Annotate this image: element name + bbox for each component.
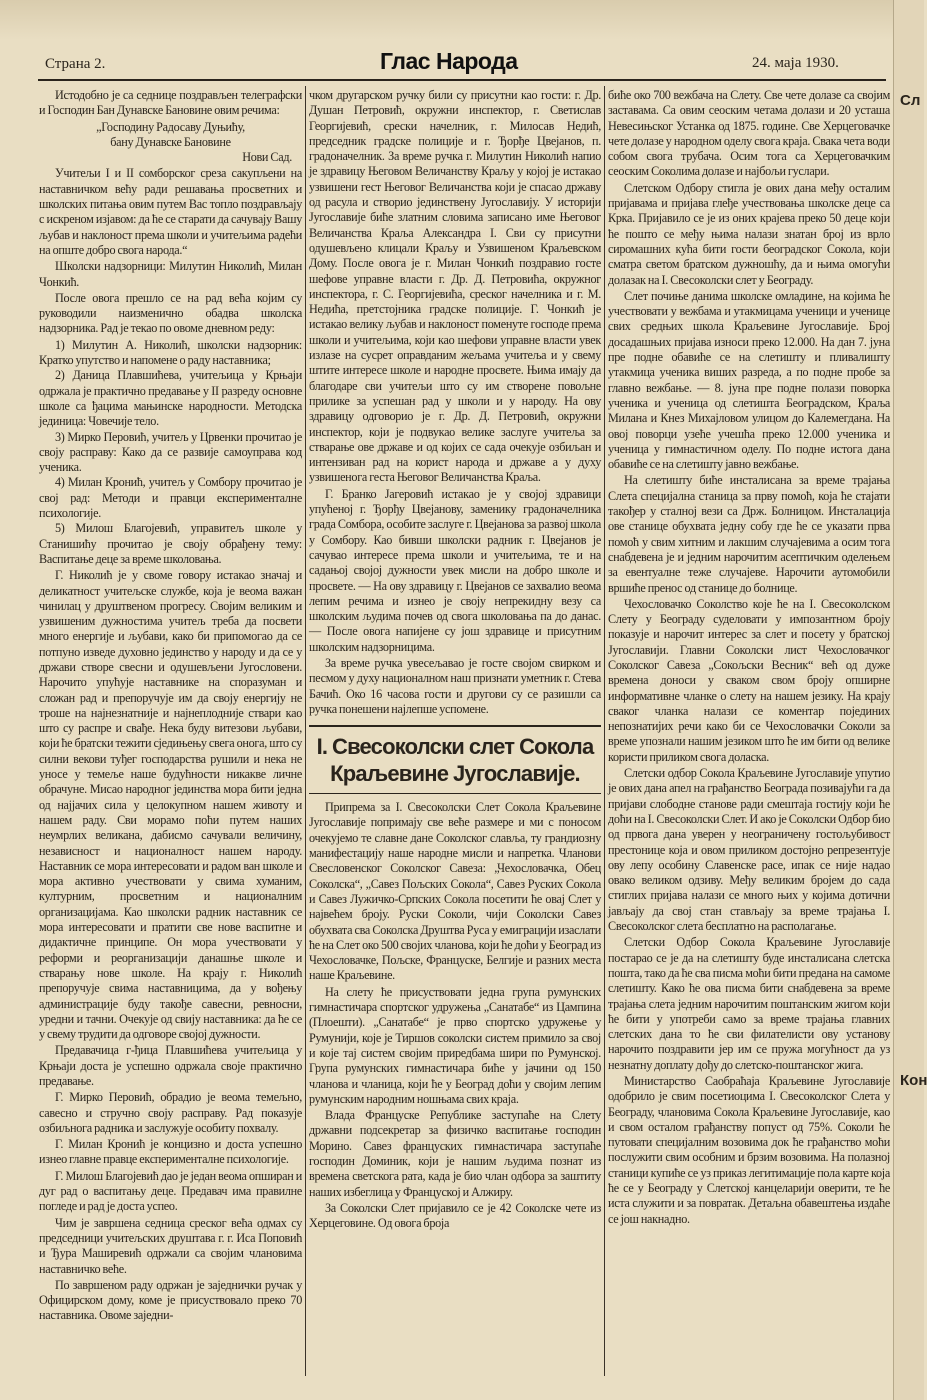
agenda-item: 3) Мирко Перовић, учитељ у Црвенки прочитао је своју расправу: Како да се развије самоуправа код ученика.	[39, 429, 302, 475]
issue-date: 24. маја 1930.	[752, 55, 839, 71]
paragraph: чком другарском ручку били су присутни као гости: г. Др. Душан Петровић, окружни инспектор, г. Светислав Георгијевић, срески начелник, г. Милосав Недић, председник градске полиције и г. Ђорђе Цвејанов, п. градоначелник. За време ручка г. Милутин Николић напио је здравицу Његовом Величанству Краљу у којој је истакао узвишени гест Његовог Величанства који је спасао државу од расула и створио јединствену Југославију. У историји Југославије биће златним словима записано име Његовог Величанства Краља Александра I. Сви су присутни одушевљено клицали Краљу и Узвишеном Краљевском Дому. После овога је г. Милан Чонкић поздравио госте шефове управне власти г. Др. Д. Петровића, окружног инспектора, г. С. Георгијевића, среског начелника и г. М. Недића, претстојника градске полиције. Г. Чонкић је истакао велику љубав и наклоност поменуте господе према школи и учитељима, који као шефови управне власти увек излазе на сусрет оправданим жељама учитеља и у свему штите интересе школе и народне просвете. Њима имају да благодаре сви учитељи што су им створене повољне прилике за успешан рад у школи и у народу. На ову здравицу одговорио је г. Др. Д. Петровић, окружни инспектор, који је подвукао велике заслуге учитеља за стварање ове државе и од којих се сада очекује озбиљан и интензиван рад на корист народа и државе а у духу узвишенога геста Његовог Величанства Краља.	[309, 88, 601, 485]
agenda-item: 4) Милан Кронић, учитељ у Сомбору прочитао је свој рад: Методи и правци експерименталне психологије.	[39, 475, 302, 521]
paragraph: Министарство Саобраћаја Краљевине Југославије одобрило је свим посетиоцима I. Свесоколског Слета у Београду, члановима Сокола Краљевине Југославије, као и свом осталом грађанству попуст од 75%. Соколи ће путовати специјалним возовима док ће грађанство моћи послужити свим особним и брзим возовима. На полазној станици купиће се уз приказ легитимације пола карте која ће се у Београду у Слетској канцеларији оверити, те ће иста служити и за повратак. Детаљна обавештења издаће се још накнадно.	[608, 1074, 890, 1226]
paragraph: Чим је завршена седница среског већа одмах су председници учитељских друштава г. г. Иса Поповић и Ђура Маширевић одржали са својим члановима наставничко веће.	[39, 1215, 302, 1276]
telegram-address: „Господину Радосаву Дуњићу,	[96, 119, 245, 134]
paragraph: Слетском Одбору стигла је ових дана међу осталим пријавама и пријава глеђе учествовања школске деце са Крка. Пријавило се је из оних крајева преко 50 деце који ће пошто се међу њима налази знатан број из врло сиромашних кућа бити гости београдског Сокола, који сматра светом братском дужношћу, да и њима омогући долазак на I. Свесоколски слет у Београду.	[608, 180, 890, 287]
header-rule	[38, 79, 886, 81]
paragraph: Влада Француске Републике заступаће на Слету државни подсекретар за физичко васпитање господин Морино. Савез француских гимнастичара заступаће господин Доминик, који је нашим људима познат из времена светскога рата, када је био члан одбора за заштиту наших избеглица у Француској и Алжиру.	[309, 1108, 601, 1199]
paragraph: Припрема за I. Свесоколски Слет Сокола Краљевине Југославије попримају све веће размере и ми с поносом очекујемо те славне дане Соколског славља, ту грандиозну манифестацију наше народне мисли и напретка. Чланови Свесловенског Соколског Савеза: „Чехословачка, Обец Соколска“, „Савез Пољских Сокола“, Савез Руских Сокола и Савез Лужичко-Српских Сокола посетити ће овај Слет у највећем броју. Руски Соколи, чији Соколски Савез обухвата сва Соколска Друштва Руса у емиграцији изаслати ће на Слет око 500 својих чланова, који ће доћи у Београд из Чехословачке, Пољске, Француске, Белгије и разних места наше Краљевине.	[309, 800, 601, 983]
paragraph: По завршеном раду одржан је заједнички ручак у Официрском дому, коме је присуствовало преко 70 наставника. Овоме заједни-	[39, 1277, 302, 1323]
paragraph: На слетишту биће инсталисана за време трајања Слета специјална станица за прву помоћ, која ће стајати такођер у сталној вези са Држ. Болницом. Инсталација ове станице обухвата једну собу где ће се указати прва помоћ у свим хитним и лакшим случајевима а осим тога снабдевена је и једним нарочитим асептичким оделењем за евентуалне теже случајеве. Нарочити аутомобили вршиће пренос од станице до болнице.	[608, 473, 890, 595]
paragraph: Предавачица г-ђица Плавшићева учитељица у Крњаји доста је успешно одржала своје практично предавање.	[39, 1043, 302, 1088]
agenda-item: 1) Милутин А. Николић, школски надзорник: Кратко упутство и напомене о раду наставника;	[39, 337, 302, 368]
paragraph: После овога прешло се на рад већа којим су руководили наизменично обадва школска надзорника. Рад је текао по овоме дневном реду:	[39, 290, 302, 336]
paragraph: Слет почиње данима школске омладине, на којима ће учествовати у вежбама и утакмицама ученици и ученице свих средњих школа Краљевине Југославије. Број досадашњих пријава износи преко 12.000. На дан 7. јуна пре подне обавиће се на слетишту и пливалишту утакмица ученика виших разреда, а по подне пробе за главно вежбање. — 8. јуна пре подне полази поворка ученика и ученица од слетишта Београдском, Краља Милана и Кнез Михајловом улицом до Калемегдана. На овој поворци узеће учешћа преко 12.000 ученика и ученица у гимнастичном оделу. По подне истога дана обавиће се на слетишту јавно вежбање.	[608, 288, 890, 472]
agenda-item: 5) Милош Благојевић, управитељ школе у Станишићу прочитао је своју обрађену тему: Васпитање деце за време школовања.	[39, 521, 302, 566]
telegram-address: Нови Сад.	[242, 150, 292, 165]
paragraph: Школски надзорници: Милутин Николић, Милан Чонкић.	[39, 259, 302, 289]
masthead: Глас Народа	[380, 48, 518, 74]
column-divider	[305, 86, 306, 1376]
column-divider	[604, 86, 605, 1376]
adjacent-page-edge	[893, 0, 927, 1400]
page-number: Страна 2.	[45, 56, 106, 72]
paragraph: Чехословачко Соколство које ће на I. Свесоколском Слету у Београду суделовати у импозантном броју показује и нарочит интерес за слет и посету у братској Југославији. Главни Соколски лист Чехословачког Соколског Савеза „Сокољски Весник“ већ од дуже времена доноси у сваком свом броју опширне информативне чланке о слету на нашем језику. На крају сваког чланка налази се коментар појединих непознатијих речи како би се Чехословачки Соколи за време упознали нашим језиком што ће им бити од велике користи приликом свога доласка.	[608, 596, 890, 764]
adjacent-headline-fragment: Кон	[900, 1072, 927, 1089]
column-3	[608, 88, 890, 1227]
adjacent-headline-fragment: Сл	[900, 92, 921, 109]
column-2	[309, 88, 601, 1231]
paragraph: За време ручка увесељавао је госте својом свирком и песмом у духу националном наш признати уметник г. Стева Бачић. Око 16 часова гости и другови су се разишли са ручка понешени најлепше успомене.	[309, 655, 601, 716]
page-top-shadow	[0, 0, 923, 40]
paragraph: Г. Мирко Перовић, обрадио је веома темељно, савесно и стручно своју расправу. Рад показује озбиљнога радника и заслужује особиту похвалу.	[39, 1090, 302, 1135]
paragraph: Г. Милан Кронић је концизно и доста успешно изнео главне правце експерименталне психологије.	[39, 1137, 302, 1167]
article-headline: I. Свесоколски слет Сокола Краљевине Југославије.	[309, 725, 601, 794]
paragraph: За Соколски Слет пријавило се је 42 Соколске чете из Херцеговине. Од овога броја	[309, 1200, 601, 1231]
agenda-item: 2) Даница Плавшићева, учитељица у Крњаји одржала је практично предавање у II разреду основне школе са ђацима мањинске народности. Методска јединица: Човечије тело.	[39, 368, 302, 429]
paragraph: На слету ће присуствовати једна група румунских гимнастичара спортског удружења „Санатабе“ из Цампина (Плоешти). „Санатабе“ је прво спортско удружење у Румунији, које је Тиршов соколски систем примило за свој и које тај систем својим приредбама шири по Румунској. Група румунских гимнастичара биће у јачини од 150 чланова и чланица, који ће у Београд доћи у својим лепим румунским народним ношњама свих краја.	[309, 984, 601, 1106]
paragraph: Слетски одбор Сокола Краљевине Југославије упутио је ових дана апел на грађанство Београда позивајући га да пријави слободне станове ради смештаја гостију који ће доћи на I. Свесоколски Слет. И ако је Соколски Одбор био од првога дана уверен у неограничену гостољубивост престонице која и овом приликом достојно репрезентује ову лепу особину Славенске расе, ипак се није надао овако великом одзиву. Међу великим бројем до сада стиглих пријава налази се много њих у којима дотични јављају да свој стан стављају за време трајања I. Свесоколског слета бесплатно на располагање.	[608, 766, 890, 934]
paragraph: Г. Милош Благојевић дао је један веома опширан и дуг рад о васпитању деце. Предавач има правилне погледе и рад је доста успео.	[39, 1168, 302, 1214]
paragraph: биће око 700 вежбача на Слету. Све чете долазе са својим заставама. Са овим сеоским четама долази и 20 усташа Невесињског Устанка од 1875. године. Све Херцеговачке чете долазе у народном оделу свога краја. Свака чета води собом свога трубача. Осим тога са Херцеговачким сеоским Соколима долазе и најбољи гуслари.	[608, 88, 890, 179]
paragraph: Истодобно је са седнице поздрављен телеграфски и Господин Бан Дунавске Бановине овим речима:	[39, 88, 302, 118]
paragraph: Г. Николић је у своме говору истакао значај и деликатност учитељске службе, која је веома важан чинилац у друштвеном прогресу. Својим великим и узвишеним дужностима учитељ треба да посвети много енергије и љубави, како би припомогао да се потпуно изведе духовно јединство у народу и да се у држави створе свесни и одушевљени Југословени. Нарочито упућује наставнике на споразуман и сложан рад и препоручује им да своју енергију не троше на најнезнатније и најнеплодније ствари као што су распре и свађе. Нека буду витезови љубави, који ће братски тежити сједињењу свега онога, што су силни векови туђег господарства рушили и нека не уносе у темеље наше будућности никакве личне обрачуне. Мисао народног јединства мора бити једна од најјачих сила у целокупном нашем животу и нашем раду. Сви морамо поћи путем наших неумрлих великана, дабисмо сачували величину, независност и националност нашем народу. Наставник се мора интересовати и радом ван школе и мора активно учествовати у свима хуманим, културним, просветним и националним организацијама. Као школски радник наставник се мора интересовати и пратити све нове васпитне и дидактичне принципе. Он мора учествовати у реформи и реорганизацији данашње школе и стварању нове школе. На крају г. Николић препоручује свима наставницима, да у вођењу администрације буду такође савесни, ревносни, уредни и тачни. Очекује од свију наставника: да ће се у свему трудити да одговоре својој дужности.	[39, 568, 302, 1042]
paragraph: Учитељи I и II сомборског среза сакупљени на наставничком већу ради решавања просветних и школских питања овим путем Вас топло поздрављају с искреном изјавом: да ће се старати да сачувају Вашу љубав и наклоност према школи и учитељима радећи на опште добро свога народа.“	[39, 166, 302, 257]
paragraph: Слетски Одбор Сокола Краљевине Југославије постарао се је да на слетишту буде инсталисана слетска пошта, тако да ће сва писма моћи бити предана на самоме слетишту. Како ће ова писма бити снабдевена за време трајања слета једним нарочитим поштанским жигом који ће бити у употреби само за време трајања главних слетских дана то ће сви филателисти ову установу нарочито поздравити јер им се пружа могућност да уз незнатну доплату дођу до слетско-поштанског жига.	[608, 935, 890, 1072]
column-1	[39, 88, 302, 1324]
paragraph: Г. Бранко Јагеровић истакао је у својој здравици упућеној г. Ђорђу Цвејанову, заменику градоначелника града Сомбора, особите заслуге г. Цвејанова за развој школа у Сомбору. Као бивши школски радник г. Цвејанов је сачувао интересе према школи и учитељима, те и на садањој својој дужности увек мисли на добро школе и просвете. — На ову здравицу г. Цвејанов се захвалио веома лепим речима и изнео је своју непрекидну везу са школским људима почев од свога школовања па до данас. — После овога напијене су још здравице и присутним школским надзорницима.	[309, 486, 601, 654]
telegram-address: бану Дунавске Бановине	[110, 134, 231, 149]
